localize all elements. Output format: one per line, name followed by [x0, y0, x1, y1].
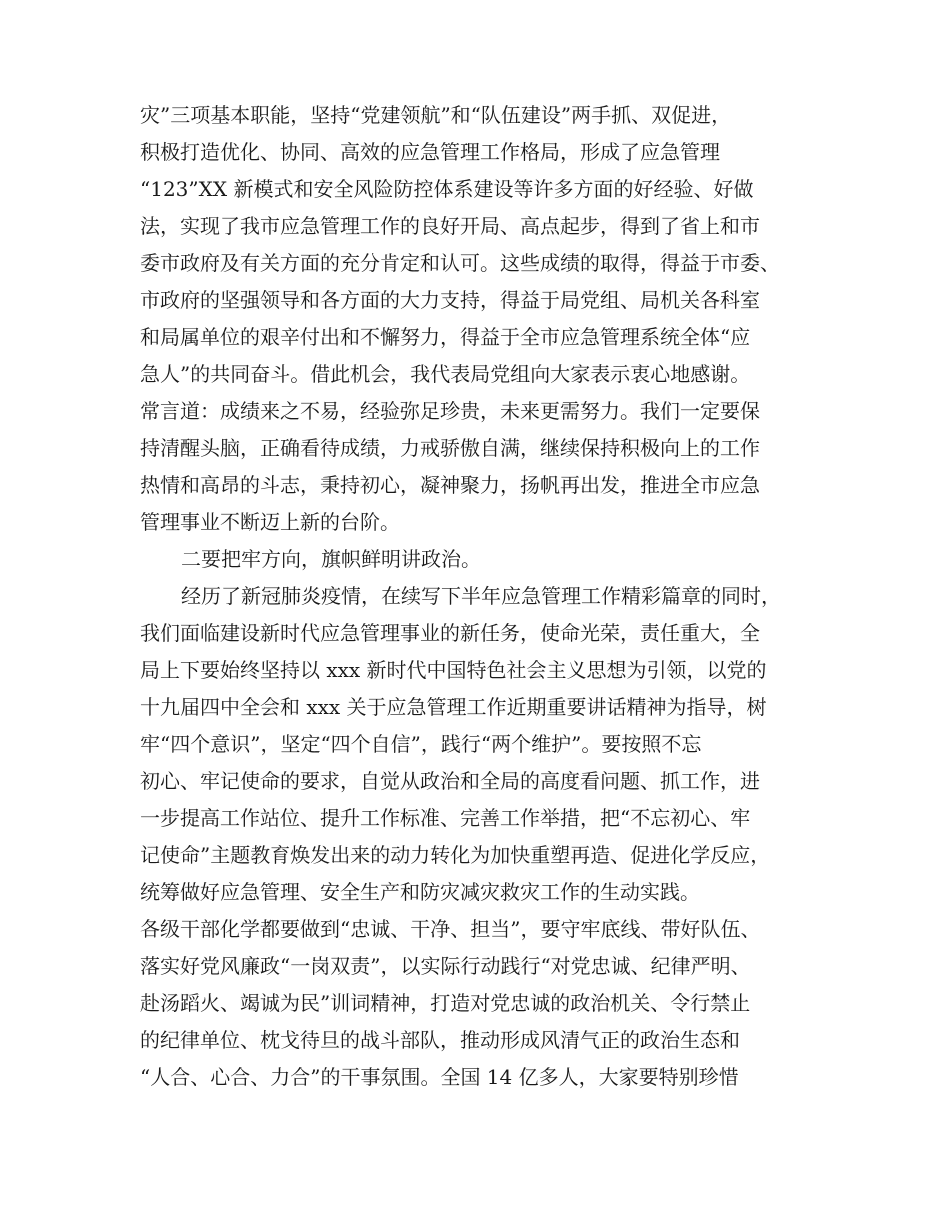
text-line: 委市政府及有关方面的充分肯定和认可。这些成绩的取得，得益于市委、	[140, 251, 780, 275]
text-line: 我们面临建设新时代应急管理事业的新任务，使命光荣，责任重大，全	[140, 621, 760, 645]
text-line: 落实好党风廉政“一岗双责”，以实际行动践行“对党忠诚、纪律严明、	[140, 954, 751, 978]
text-line: 灾”三项基本职能，坚持“党建领航”和“队伍建设”两手抓、双促进，	[140, 103, 732, 127]
text-line: 统筹做好应急管理、安全生产和防灾减灾救灾工作的生动实践。	[140, 880, 700, 904]
text-line: 常言道：成绩来之不易，经验弥足珍贵，未来更需努力。我们一定要保	[140, 399, 760, 423]
text-line: 牢“四个意识”，坚定“四个自信”，践行“两个维护”。要按照不忘	[140, 732, 702, 756]
section-heading: 二要把牢方向，旗帜鲜明讲政治。	[181, 547, 481, 571]
paragraph-first-line: 经历了新冠肺炎疫情，在续写下半年应急管理工作精彩篇章的同时，	[181, 584, 781, 608]
text-line: 市政府的坚强领导和各方面的大力支持，得益于局党组、局机关各科室	[140, 288, 760, 312]
text-line: “123”XX 新模式和安全风险防控体系建设等许多方面的好经验、好做	[140, 177, 754, 201]
document-body	[140, 97, 830, 1096]
text-line: 的纪律单位、枕戈待旦的战斗部队，推动形成风清气正的政治生态和	[140, 1028, 740, 1052]
text-line: 热情和高昂的斗志，秉持初心，凝神聚力，扬帆再出发，推进全市应急	[140, 473, 760, 497]
text-line: 初心、牢记使命的要求，自觉从政治和全局的高度看问题、抓工作，进	[140, 769, 760, 793]
text-line: 记使命”主题教育焕发出来的动力转化为加快重塑再造、促进化学反应，	[140, 843, 771, 867]
text-line: 急人”的共同奋斗。借此机会，我代表局党组向大家表示衷心地感谢。	[140, 362, 751, 386]
text-line: 持清醒头脑，正确看待成绩，力戒骄傲自满，继续保持积极向上的工作	[140, 436, 760, 460]
text-line: 赴汤蹈火、竭诚为民”训词精神，打造对党忠诚的政治机关、令行禁止	[140, 991, 751, 1015]
text-line: 和局属单位的艰辛付出和不懈努力，得益于全市应急管理系统全体“应	[140, 325, 751, 349]
text-line: 法，实现了我市应急管理工作的良好开局、高点起步，得到了省上和市	[140, 214, 760, 238]
text-line: “人合、心合、力合”的干事氛围。全国 14 亿多人，大家要特别珍惜	[140, 1065, 739, 1089]
text-line: 各级干部化学都要做到“忠诚、干净、担当”，要守牢底线、带好队伍、	[140, 917, 761, 941]
text-line: 积极打造优化、协同、高效的应急管理工作格局，形成了应急管理	[140, 140, 720, 164]
text-line: 管理事业不断迈上新的台阶。	[140, 510, 400, 534]
text-line: 一步提高工作站位、提升工作标准、完善工作举措，把“不忘初心、牢	[140, 806, 751, 830]
text-line: 局上下要始终坚持以 xxx 新时代中国特色社会主义思想为引领，以党的	[140, 658, 767, 682]
text-line: 十九届四中全会和 xxx 关于应急管理工作近期重要讲话精神为指导，树	[140, 695, 767, 719]
